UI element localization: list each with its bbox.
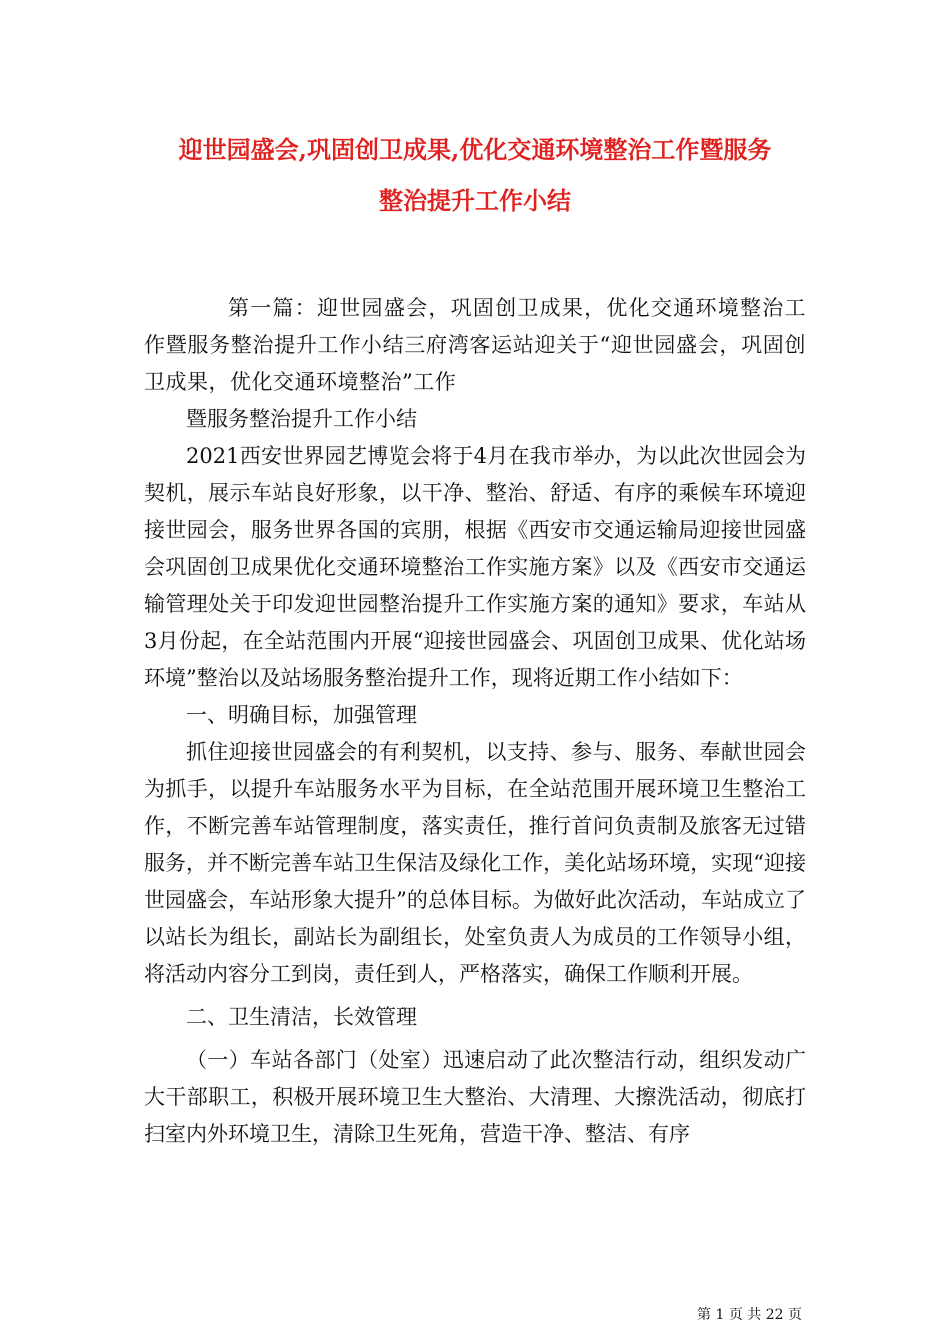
paragraph-section-1: 抓住迎接世园盛会的有利契机，以支持、参与、服务、奉献世园会为抓手，以提升车站服务水平为目标，在全站范围开展环境卫生整治工作，不断完善车站管理制度，落实责任，推行首问负责制及旅客无过错服务，并不断完善车站卫生保洁及绿化工作，美化站场环境，实现“迎接世园盛会，车站形象大提升”的总体目标。为做好此次活动，车站成立了以站长为组长，副站长为副组长，处室负责人为成员的工作领导小组，将活动内容分工到岗，责任到人，严格落实，确保工作顺利开展。 <box>144 740 806 986</box>
paragraph-subtitle: 暨服务整治提升工作小结 <box>186 407 417 431</box>
page-number: 第 1 页 共 22 页 <box>697 1307 802 1323</box>
paragraph-intro: 第一篇：迎世园盛会，巩固创卫成果，优化交通环境整治工作暨服务整治提升工作小结三府湾客运站迎关于“迎世园盛会，巩固创卫成果，优化交通环境整治”工作 <box>144 296 806 394</box>
section-heading-2: 二、卫生清洁，长效管理 <box>186 1005 417 1029</box>
section-heading-1: 一、明确目标，加强管理 <box>186 703 417 727</box>
document-title-line-2: 整治提升工作小结 <box>379 186 571 215</box>
paragraph-background: 2021西安世界园艺博览会将于4月在我市举办，为以此次世园会为契机，展示车站良好形象，以干净、整治、舒适、有序的乘候车环境迎接世园会，服务世界各国的宾朋，根据《西安市交通运输局迎接世园盛会巩固创卫成果优化交通环境整治工作实施方案》以及《西安市交通运输管理处关于印发迎世园整治提升工作实施方案的通知》要求，车站从3月份起，在全站范围内开展“迎接世园盛会、巩固创卫成果、优化站场环境”整治以及站场服务整治提升工作，现将近期工作小结如下： <box>144 444 806 690</box>
paragraph-section-2: （一）车站各部门（处室）迅速启动了此次整洁行动，组织发动广大干部职工，积极开展环境卫生大整治、大清理、大擦洗活动，彻底打扫室内外环境卫生，清除卫生死角，营造干净、整洁、有序 <box>144 1048 806 1146</box>
document-title-line-1: 迎世园盛会,巩固创卫成果,优化交通环境整治工作暨服务 <box>178 135 772 164</box>
document-body <box>144 290 806 1153</box>
